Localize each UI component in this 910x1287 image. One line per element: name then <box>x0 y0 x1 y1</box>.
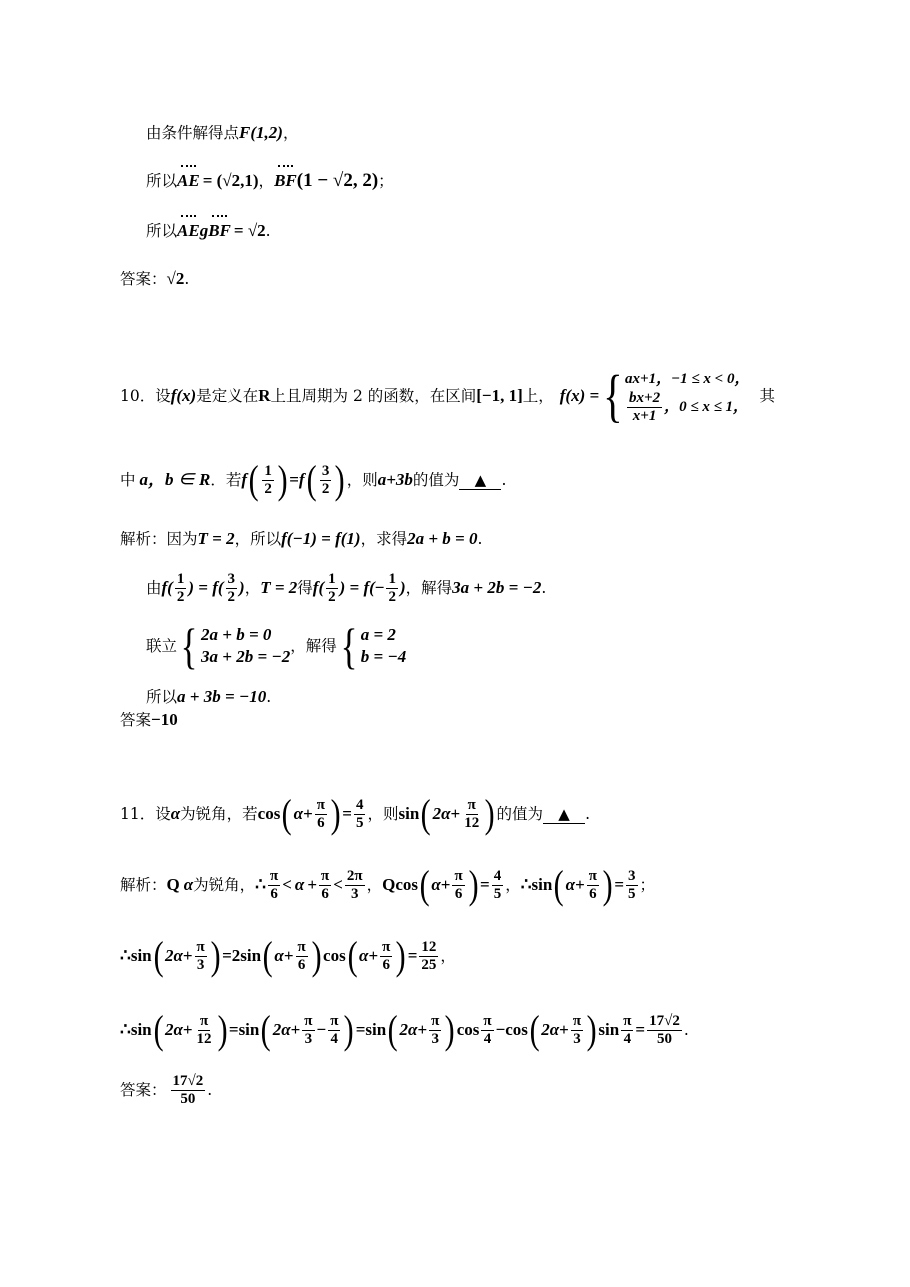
two-alpha: 2α <box>432 804 451 823</box>
sol11-line-2 <box>120 934 456 978</box>
numerator: 2π <box>346 867 363 884</box>
case-2-frac <box>627 390 662 425</box>
plus: + <box>440 875 451 894</box>
text: 由 <box>146 579 162 597</box>
sol10-answer <box>120 709 178 731</box>
frac-pi-6 <box>587 868 599 903</box>
text: ，解得 <box>405 579 453 597</box>
case-2 <box>625 390 749 425</box>
denominator: 6 <box>270 885 278 902</box>
frac-half <box>262 463 274 498</box>
plus: + <box>283 946 294 965</box>
math-f: f <box>298 470 305 489</box>
denominator: 6 <box>589 885 597 902</box>
math-fx: f(x) <box>170 386 197 405</box>
punct: . <box>585 805 590 823</box>
denominator: 2 <box>388 588 396 605</box>
text: 得 <box>297 579 313 597</box>
result <box>361 624 407 668</box>
numerator: 1 <box>264 462 272 479</box>
frac-12-25 <box>419 939 438 974</box>
vector-bf: BF <box>274 171 297 190</box>
frac-result <box>647 1013 682 1048</box>
two-alpha: 2α <box>164 946 183 965</box>
denominator: 3 <box>573 1030 581 1047</box>
denominator: 2 <box>176 588 185 605</box>
therefore: ∴ <box>520 875 532 894</box>
punct: ， <box>244 579 261 597</box>
text: 所以 <box>146 222 178 240</box>
numerator: bx+2 <box>629 389 661 406</box>
case-2-cond: ，0 ≤ x ≤ 1， <box>664 399 749 415</box>
paren: ( <box>262 933 273 978</box>
denominator: 6 <box>321 885 329 902</box>
paren: ) <box>311 933 322 978</box>
punct: ； <box>639 876 656 894</box>
alpha: α <box>293 804 304 823</box>
denominator: 2 <box>321 480 330 497</box>
denominator: 3 <box>196 956 205 973</box>
paren: ( <box>281 791 292 836</box>
numerator: 12 <box>421 938 437 955</box>
punct: ； <box>378 172 394 190</box>
frac-pi-6 <box>319 868 331 903</box>
numerator: π <box>623 1012 632 1029</box>
text: 中 <box>120 471 136 489</box>
math: ) = f( <box>188 578 224 597</box>
numerator: π <box>330 1012 339 1029</box>
numerator: π <box>196 938 205 955</box>
alpha: α <box>183 875 194 894</box>
alpha: α <box>565 875 576 894</box>
math: T = 2 <box>260 578 298 597</box>
paren: ( <box>529 1007 540 1052</box>
numerator: 3 <box>227 570 236 587</box>
equals: = <box>222 946 232 965</box>
paren: ) <box>344 1007 355 1052</box>
punct: . <box>541 579 547 597</box>
math-interval: [−1, 1] <box>476 386 523 405</box>
punct: . <box>184 270 190 288</box>
Q-symbol: Q <box>382 875 396 894</box>
q10-line-1 <box>120 358 775 434</box>
frac-pi-3 <box>195 939 207 974</box>
q9-answer <box>120 268 189 290</box>
frac-pi-3 <box>571 1013 583 1048</box>
text: 所以 <box>146 688 178 706</box>
punct: . <box>501 471 507 489</box>
text: ，则 <box>346 471 378 489</box>
text: 上， <box>522 387 554 405</box>
answer-value: −10 <box>151 710 178 729</box>
sol11-line-3 <box>120 1008 689 1052</box>
text: 联立 <box>146 637 178 655</box>
paren: ( <box>387 1007 398 1052</box>
therefore: ∴ <box>120 1020 131 1039</box>
denominator: 6 <box>297 956 306 973</box>
paren: ) <box>396 933 407 978</box>
paren: ( <box>261 1007 272 1052</box>
punct: . <box>477 530 483 548</box>
punct: . <box>207 1081 213 1099</box>
system <box>201 624 290 668</box>
math: ) <box>399 578 406 597</box>
alpha: α <box>170 804 181 823</box>
eq-1: 2a + b = 0 <box>201 625 272 644</box>
coef: 2 <box>231 946 241 965</box>
equals: = <box>355 1020 366 1039</box>
math: ) = f( <box>339 578 375 597</box>
paren: ( <box>419 862 430 907</box>
plus: + <box>303 804 313 823</box>
equals: = <box>480 875 490 894</box>
text: 所以 <box>146 172 178 190</box>
frac-pi-6 <box>380 939 392 974</box>
math: a，b ∈ R <box>139 470 211 489</box>
sin: sin <box>238 1020 260 1039</box>
cos: cos <box>323 946 346 965</box>
math: 3a + 2b = −2 <box>452 578 542 597</box>
denominator: 6 <box>454 885 463 902</box>
math: = (√2,1) <box>202 171 259 190</box>
math-R: R <box>258 386 271 405</box>
frac-pi-6 <box>315 797 327 832</box>
denominator: 2 <box>328 588 336 605</box>
alpha: α <box>274 946 284 965</box>
paren: ( <box>420 791 431 836</box>
equals: = <box>228 1020 239 1039</box>
paren: ) <box>484 791 495 836</box>
paren: ( <box>347 933 358 978</box>
paren: ) <box>277 457 288 502</box>
punct: ， <box>505 876 521 894</box>
frac <box>226 571 238 606</box>
sin: sin <box>531 875 553 894</box>
frac <box>386 571 398 606</box>
punct: ， <box>282 124 299 142</box>
denominator: 3 <box>431 1030 439 1047</box>
plus: + <box>450 804 461 823</box>
plus: + <box>417 1020 428 1039</box>
denominator: 12 <box>464 814 480 831</box>
piecewise-cases <box>625 368 749 425</box>
answer-value: √2 <box>166 269 185 288</box>
text: 其 <box>759 387 775 405</box>
denominator: 2 <box>227 588 236 605</box>
paren: ( <box>153 933 164 978</box>
text: 由条件解得点 <box>146 124 240 142</box>
math: a + 3b = −10 <box>177 687 267 706</box>
sin: sin <box>365 1020 387 1039</box>
text: 的值为 <box>496 805 544 823</box>
numerator: 1 <box>328 570 336 587</box>
punct: ， <box>366 876 383 894</box>
frac-pi-6 <box>296 939 308 974</box>
answer-blank: ▲ <box>459 471 501 490</box>
numerator: π <box>588 867 597 884</box>
alpha: α <box>431 875 441 894</box>
res-1: a = 2 <box>360 625 396 644</box>
denominator: 5 <box>628 885 636 902</box>
equals: = <box>289 470 299 489</box>
numerator: π <box>270 867 279 884</box>
numerator: π <box>467 796 476 813</box>
frac-4-5 <box>354 797 366 832</box>
two-alpha: 2α <box>399 1020 418 1039</box>
text: 上且周期为 2 的函数，在区间 <box>270 387 477 405</box>
less-than: < <box>333 875 343 894</box>
denominator: 4 <box>330 1030 339 1047</box>
paren: ) <box>335 457 346 502</box>
sol11-answer <box>120 1068 212 1112</box>
numerator: 4 <box>355 796 364 813</box>
denominator: 12 <box>196 1030 212 1047</box>
equals: = <box>614 875 624 894</box>
frac-pi-12 <box>195 1013 214 1048</box>
two-alpha: 2α <box>541 1020 560 1039</box>
denominator: 3 <box>351 885 359 902</box>
text: 为锐角， <box>193 876 256 894</box>
text: ．若 <box>210 471 242 489</box>
plus: + <box>559 1020 569 1039</box>
denominator: x+1 <box>632 407 657 424</box>
minus: − <box>495 1020 506 1039</box>
vector-bf: BF <box>208 221 231 240</box>
numerator: π <box>382 938 391 955</box>
text: 是定义在 <box>196 387 259 405</box>
math: a+3b <box>377 470 413 489</box>
case-1: ax+1，−1 ≤ x < 0， <box>625 370 750 387</box>
paren: ) <box>445 1007 456 1052</box>
text: 解析：因为 <box>120 530 198 548</box>
math-fx: f(x) = <box>559 386 600 405</box>
frac-pi-4 <box>621 1013 633 1048</box>
sol10-line-3 <box>146 620 406 672</box>
sin: sin <box>130 946 152 965</box>
two-alpha: 2α <box>164 1020 183 1039</box>
numerator: π <box>304 1012 313 1029</box>
less-than: < <box>282 875 292 894</box>
numerator: π <box>483 1012 492 1029</box>
equals: = <box>635 1020 646 1039</box>
denominator: 6 <box>382 956 390 973</box>
math: = √2 <box>233 221 266 240</box>
denominator: 2 <box>264 480 272 497</box>
frac-pi-6 <box>452 868 464 903</box>
numerator: 3 <box>321 462 330 479</box>
numerator: 17√2 <box>172 1072 204 1089</box>
text: 解析： <box>120 876 167 894</box>
math: ) <box>239 578 245 597</box>
numerator: π <box>572 1012 582 1029</box>
sol10-line-4 <box>146 686 271 708</box>
frac <box>175 571 187 606</box>
vector-ae: AE <box>177 221 200 240</box>
frac-pi-4 <box>328 1013 340 1048</box>
punct: ， <box>258 172 275 190</box>
plus: + <box>182 1020 193 1039</box>
text: ，所以 <box>234 530 282 548</box>
denominator: 50 <box>656 1030 672 1047</box>
answer-blank: ▲ <box>543 805 585 824</box>
cos: cos <box>395 875 419 894</box>
equals: = <box>342 804 352 823</box>
punct: . <box>265 222 271 240</box>
q11-line <box>120 792 590 836</box>
numerator: 17√2 <box>649 1012 680 1029</box>
numerator: 1 <box>176 570 185 587</box>
punct: ， <box>440 947 456 965</box>
math: 2a + b = 0 <box>407 529 478 548</box>
two-alpha: 2α <box>272 1020 291 1039</box>
alpha: α <box>359 946 369 965</box>
paren: ) <box>217 1007 228 1052</box>
frac-pi-6 <box>268 868 280 903</box>
left-brace: { <box>603 363 623 428</box>
paren: ( <box>554 862 565 907</box>
math-point: F(1,2) <box>239 123 283 142</box>
denominator: 5 <box>493 885 502 902</box>
plus: + <box>368 946 379 965</box>
sol10-line-2 <box>146 566 546 610</box>
Q-symbol: Q <box>166 875 180 894</box>
sin: sin <box>240 946 262 965</box>
denominator: 3 <box>304 1030 313 1047</box>
text: ，求得 <box>360 530 408 548</box>
vector-ae: AE <box>177 171 200 190</box>
frac-pi-4 <box>481 1013 493 1048</box>
math: T = 2 <box>197 529 235 548</box>
math-f: f( <box>312 578 325 597</box>
denominator: 50 <box>180 1090 196 1107</box>
numerator: 1 <box>388 570 396 587</box>
frac-pi-3 <box>302 1013 314 1048</box>
numerator: 3 <box>628 867 636 884</box>
denominator: 6 <box>317 814 325 831</box>
equals: = <box>407 946 418 965</box>
sol10-line-1 <box>120 528 482 550</box>
plus: + <box>575 875 585 894</box>
math: (1 − √2, 2) <box>296 170 379 191</box>
question-number: 10．设 <box>120 387 171 405</box>
dot-symbol: g <box>199 221 209 240</box>
minus: − <box>316 1020 327 1039</box>
paren: ( <box>153 1007 164 1052</box>
paren: ) <box>330 791 341 836</box>
frac-4-5 <box>492 868 504 903</box>
numerator: π <box>297 938 306 955</box>
text: ，则 <box>367 805 399 823</box>
frac-three-halves <box>320 463 332 498</box>
denominator: 25 <box>421 956 437 973</box>
cos: cos <box>505 1020 528 1039</box>
sin: sin <box>598 1020 620 1039</box>
paren: ) <box>210 933 221 978</box>
numerator: π <box>431 1012 440 1029</box>
math-f: f <box>241 470 248 489</box>
paren: ) <box>586 1007 597 1052</box>
denominator: 4 <box>623 1030 632 1047</box>
denominator: 5 <box>355 814 364 831</box>
alpha: α <box>294 875 305 894</box>
minus: − <box>374 578 385 597</box>
paren: ) <box>602 862 613 907</box>
answer-label: 答案： <box>120 270 167 288</box>
numerator: π <box>321 867 330 884</box>
paren: ( <box>248 457 259 502</box>
answer-value <box>171 1073 206 1108</box>
cos: cos <box>257 804 281 823</box>
q9-line-3 <box>146 220 271 242</box>
paren: ( <box>306 457 317 502</box>
text: 的值为 <box>412 471 460 489</box>
frac-2pi-3 <box>345 868 365 903</box>
therefore: ∴ <box>255 875 266 894</box>
numerator: 4 <box>493 867 502 884</box>
denominator: 4 <box>483 1030 492 1047</box>
frac-pi-12 <box>462 797 481 832</box>
frac-pi-3 <box>429 1013 441 1048</box>
paren: ) <box>468 862 479 907</box>
q9-line-1 <box>146 122 298 144</box>
math-f: f( <box>161 578 173 597</box>
answer-label: 答案 <box>120 711 152 729</box>
res-2: b = −4 <box>360 647 407 666</box>
numerator: π <box>316 796 325 813</box>
numerator: π <box>454 867 463 884</box>
cos: cos <box>456 1020 480 1039</box>
sin: sin <box>398 804 420 823</box>
text: ，解得 <box>290 637 337 655</box>
q10-line-2 <box>120 458 506 502</box>
q9-line-2 <box>146 170 394 192</box>
therefore: ∴ <box>120 946 131 965</box>
sol11-line-1 <box>120 863 655 907</box>
frac <box>326 571 338 606</box>
numerator: π <box>199 1012 209 1029</box>
eq-2: 3a + 2b = −2 <box>201 647 291 666</box>
plus: + <box>182 946 193 965</box>
sin: sin <box>130 1020 152 1039</box>
punct: . <box>266 688 272 706</box>
plus: + <box>307 875 317 894</box>
left-brace: { <box>340 618 358 674</box>
math: f(−1) = f(1) <box>281 529 361 548</box>
left-brace: { <box>180 618 198 674</box>
question-number: 11．设 <box>120 805 171 823</box>
frac-3-5 <box>626 868 638 903</box>
text: 为锐角，若 <box>180 805 258 823</box>
punct: . <box>683 1021 689 1039</box>
answer-label: 答案： <box>120 1081 167 1099</box>
plus: + <box>290 1020 301 1039</box>
